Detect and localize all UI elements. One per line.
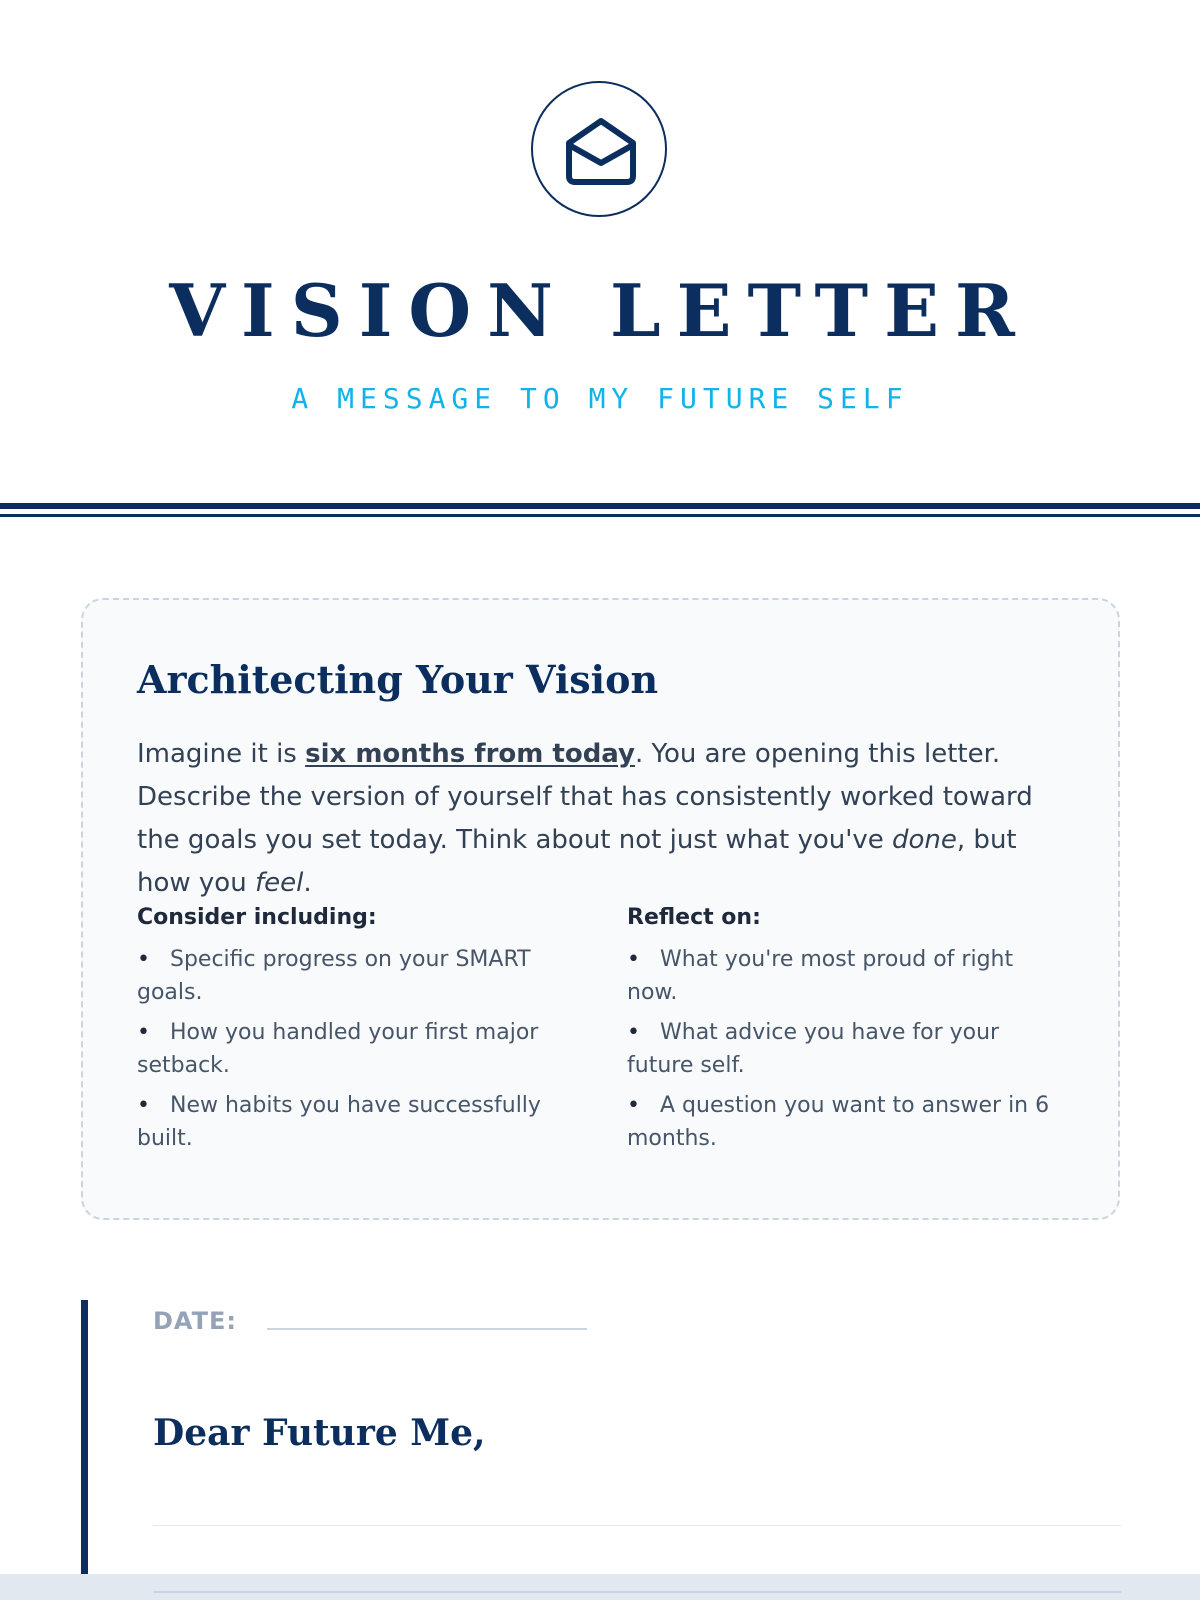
letter-salutation: Dear Future Me,	[153, 1412, 486, 1454]
instruction-paragraph	[137, 733, 1077, 905]
instruction-box	[81, 598, 1120, 1220]
bullet-icon: •	[137, 1093, 150, 1118]
letter-writing-line[interactable]	[153, 1525, 1121, 1526]
bullet-icon: •	[627, 1020, 640, 1045]
paragraph-text: , but how you	[137, 825, 1017, 898]
list-item-text: What you're most proud of right now.	[627, 947, 1014, 1005]
list-item	[627, 1016, 1067, 1082]
list-item	[137, 1016, 577, 1082]
list-item-text: What advice you have for your future self.	[627, 1020, 1000, 1078]
bullet-icon: •	[137, 947, 150, 972]
letter-writing-line[interactable]	[153, 1591, 1121, 1593]
open-envelope-icon	[531, 81, 667, 217]
consider-column	[137, 903, 577, 1162]
list-item	[137, 943, 577, 1009]
paragraph-italic: feel	[254, 868, 304, 898]
consider-list	[137, 943, 577, 1155]
header	[0, 0, 1200, 500]
date-label: DATE:	[153, 1307, 237, 1335]
header-divider-thin	[0, 514, 1200, 517]
page-subtitle: A MESSAGE TO MY FUTURE SELF	[291, 382, 909, 415]
list-item-text: Specific progress on your SMART goals.	[137, 947, 531, 1005]
paragraph-emphasis: six months from today	[305, 739, 635, 769]
reflect-column	[627, 903, 1067, 1162]
letter-accent-bar	[81, 1300, 88, 1600]
list-item	[137, 1089, 577, 1155]
instruction-heading: Architecting Your Vision	[137, 657, 659, 702]
reflect-list	[627, 943, 1067, 1155]
paragraph-text: . You are opening this letter. Describe the version of yourself that has consistently worked toward the goals you set today. Think about not just what you've	[137, 739, 1033, 855]
page-title: VISION LETTER	[169, 268, 1031, 353]
list-item-text: How you handled your first major setback.	[137, 1020, 539, 1078]
header-divider-thick	[0, 503, 1200, 509]
consider-heading: Consider including:	[137, 905, 377, 930]
paragraph-italic: done	[892, 825, 957, 855]
bullet-icon: •	[627, 947, 640, 972]
list-item-text: A question you want to answer in 6 months.	[627, 1093, 1050, 1151]
list-item	[627, 1089, 1067, 1155]
paragraph-text: .	[303, 868, 312, 898]
date-field[interactable]	[267, 1328, 587, 1330]
bullet-icon: •	[627, 1093, 640, 1118]
footer-band	[0, 1574, 1200, 1600]
paragraph-text: Imagine it is	[137, 739, 306, 769]
reflect-heading: Reflect on:	[627, 905, 761, 930]
list-item-text: New habits you have successfully built.	[137, 1093, 541, 1151]
bullet-icon: •	[137, 1020, 150, 1045]
list-item	[627, 943, 1067, 1009]
